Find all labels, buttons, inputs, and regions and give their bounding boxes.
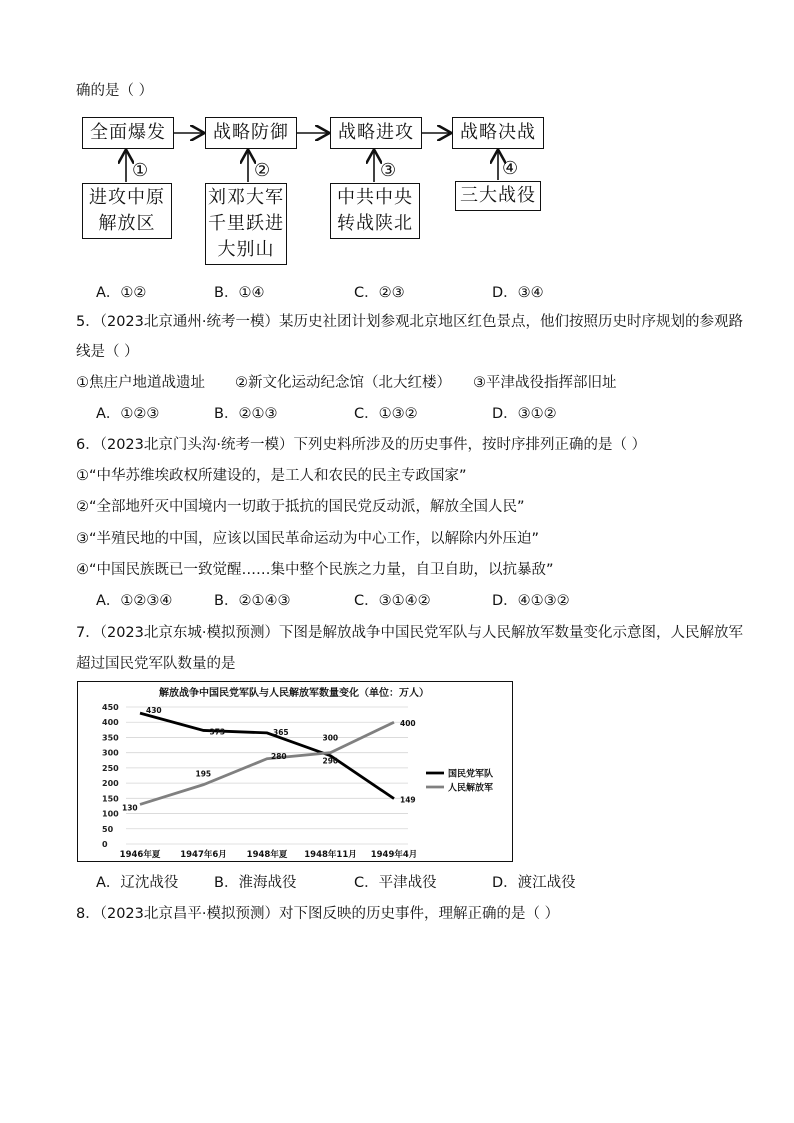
y-tick-label-4: 200 <box>102 779 119 789</box>
q7-chart-frame <box>77 681 513 862</box>
data-label-0-3: 290 <box>322 756 339 766</box>
event-box-1: 进攻中原 解放区 <box>82 183 172 239</box>
data-label-0-2: 365 <box>273 727 289 737</box>
x-tick-label-1: 1947年6月 <box>180 850 227 860</box>
y-tick-label-5: 250 <box>102 763 119 773</box>
data-label-0-4: 149 <box>400 795 416 805</box>
x-tick-label-3: 1948年11月 <box>304 850 357 860</box>
legend-label-0: 国民党军队 <box>448 769 494 780</box>
q7-stem-line2: 超过国民党军队数量的是 <box>76 656 236 672</box>
q5-stem-line2: 线是（ ） <box>76 344 139 360</box>
x-tick-label-4: 1949年4月 <box>370 850 418 860</box>
marker-4: ④ <box>502 158 519 179</box>
data-label-1-1: 195 <box>195 769 212 779</box>
legend-label-1: 人民解放军 <box>448 783 494 794</box>
chart-grid <box>126 707 408 844</box>
q6-item-2: ②“全部地歼灭中国境内一切敢于抵抗的国民党反动派，解放全国人民” <box>76 499 525 515</box>
q4-option-b[interactable]: B．①④ <box>214 285 265 301</box>
data-label-1-0: 130 <box>122 803 138 813</box>
q6-item-4: ④“中国民族既已一致觉醒……集中整个民族之力量，自卫自助，以抗暴敌” <box>76 562 554 578</box>
chart-legend <box>426 768 493 794</box>
x-tick-label-2: 1948年夏 <box>246 850 288 860</box>
q4-option-a[interactable]: A．①② <box>96 285 147 301</box>
y-tick-label-1: 50 <box>102 824 114 834</box>
data-label-1-2: 280 <box>271 751 287 761</box>
q4-option-c[interactable]: C．②③ <box>354 285 405 301</box>
q6-option-a[interactable]: A．①②③④ <box>96 593 173 609</box>
q7-option-c[interactable]: C．平津战役 <box>354 875 437 891</box>
y-tick-label-9: 450 <box>102 703 119 712</box>
chart-title: 解放战争中国民党军队与人民解放军数量变化（单位：万人） <box>159 688 429 699</box>
event-box-3: 中共中央 转战陕北 <box>330 183 420 239</box>
q6-stem: 6．（2023北京门头沟·统考一模）下列史料所涉及的历史事件，按时序排列正确的是（ ） <box>76 437 647 453</box>
q5-option-d[interactable]: D．③①② <box>492 406 557 422</box>
q4-stem-tail: 确的是（ ） <box>76 83 154 99</box>
q6-option-b[interactable]: B．②①④③ <box>214 593 291 609</box>
event-box-2: 刘邓大军 千里跃进 大别山 <box>205 183 287 265</box>
marker-1: ① <box>132 160 149 181</box>
q6-item-3: ③“半殖民地的中国，应该以国民革命运动为中心工作，以解除内外压迫” <box>76 531 540 547</box>
q7-line-chart <box>78 682 511 860</box>
data-label-1-4: 400 <box>400 719 416 729</box>
q8-stem: 8．（2023北京昌平·模拟预测）对下图反映的历史事件，理解正确的是（ ） <box>76 906 560 922</box>
q6-option-c[interactable]: C．③①④② <box>354 593 431 609</box>
q5-option-b[interactable]: B．②①③ <box>214 406 278 422</box>
q5-item-1: ①焦庄户地道战遗址 <box>76 375 205 391</box>
x-tick-label-0: 1946年夏 <box>119 850 161 860</box>
flow-arrows <box>0 0 794 280</box>
q7-option-d[interactable]: D．渡江战役 <box>492 875 576 891</box>
q5-stem-line1: 5．（2023北京通州·统考一模）某历史社团计划参观北京地区红色景点，他们按照历史时序规划的参观路 <box>76 314 743 330</box>
q4-option-d[interactable]: D．③④ <box>492 285 544 301</box>
chart-x-ticks <box>120 849 418 860</box>
stage-box-3: 战略进攻 <box>330 117 422 149</box>
q5-option-a[interactable]: A．①②③ <box>96 406 160 422</box>
event-box-4: 三大战役 <box>455 181 541 211</box>
y-tick-label-7: 350 <box>102 733 119 743</box>
stage-box-1: 全面爆发 <box>82 117 174 149</box>
q6-item-1: ①“中华苏维埃政权所建设的，是工人和农民的民主专政国家” <box>76 468 467 484</box>
q7-stem-line1: 7．（2023北京东城·模拟预测）下图是解放战争中国民党军队与人民解放军数量变化示意图，人民解放军 <box>76 625 743 641</box>
chart-series <box>140 713 394 804</box>
q7-option-b[interactable]: B．淮海战役 <box>214 875 297 891</box>
y-tick-label-2: 100 <box>102 809 119 819</box>
q5-item-3: ③平津战役指挥部旧址 <box>473 375 617 391</box>
series-line-1 <box>140 722 394 804</box>
data-label-0-0: 430 <box>146 706 162 716</box>
series-line-0 <box>140 713 394 799</box>
y-tick-label-6: 300 <box>102 748 119 758</box>
y-tick-label-0: 0 <box>102 840 108 849</box>
q5-option-c[interactable]: C．①③② <box>354 406 418 422</box>
q7-option-a[interactable]: A．辽沈战役 <box>96 875 179 891</box>
stage-box-4: 战略决战 <box>452 117 544 149</box>
stage-box-2: 战略防御 <box>205 117 297 149</box>
q6-option-d[interactable]: D．④①③② <box>492 593 570 609</box>
data-label-1-3: 300 <box>322 733 339 743</box>
marker-3: ③ <box>380 160 397 181</box>
y-tick-label-8: 400 <box>102 718 119 728</box>
marker-2: ② <box>254 160 271 181</box>
data-label-0-1: 373 <box>209 727 226 737</box>
chart-y-ticks <box>102 703 119 849</box>
y-tick-label-3: 150 <box>102 794 119 804</box>
q5-item-2: ②新文化运动纪念馆（北大红楼） <box>235 375 451 391</box>
q5-items <box>76 373 617 393</box>
